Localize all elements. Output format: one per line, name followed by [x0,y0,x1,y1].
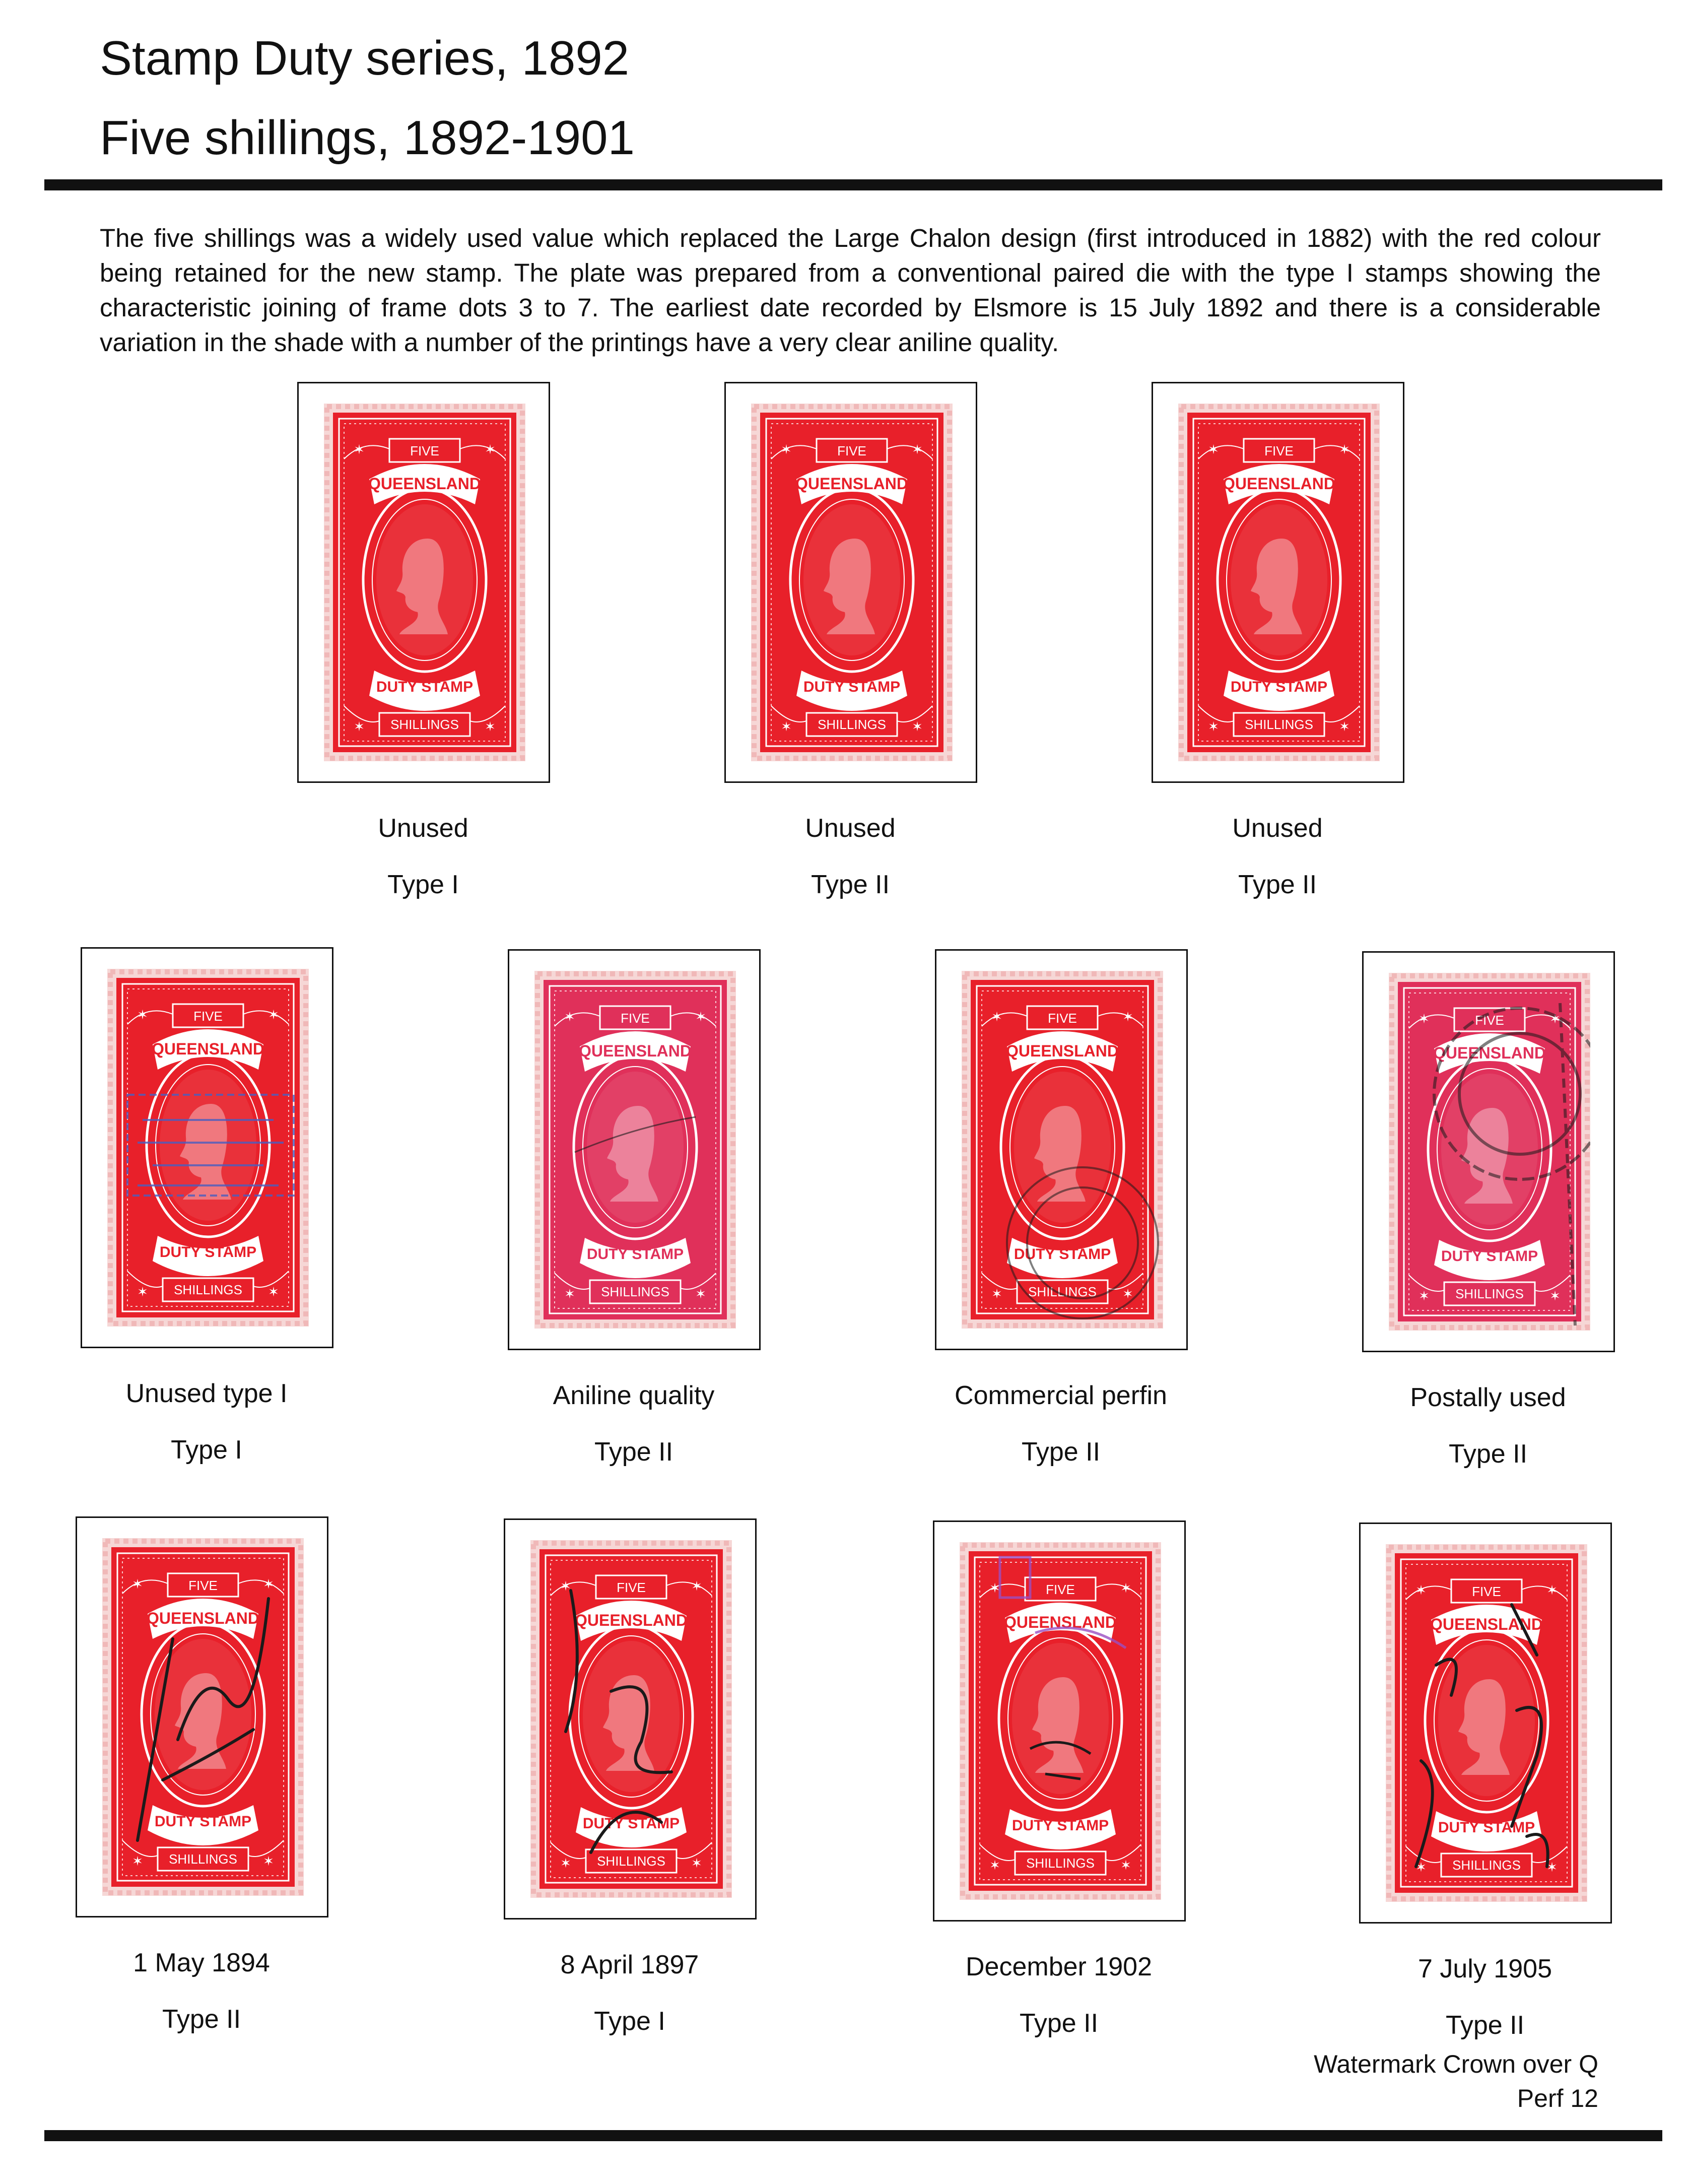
stamp-type: Type II [1448,1439,1528,1469]
stamp-image [530,1540,732,1898]
stamp-type: Type I [387,870,459,899]
stamp-caption: Unused [378,814,468,843]
stamp-image [960,1542,1161,1900]
stamp-type: Type II [162,2005,241,2034]
stamp-caption: December 1902 [966,1952,1152,1981]
stamp-frame [504,1518,757,1920]
stamp-denomination: SHILLINGS [1452,1858,1521,1873]
stamp-image [324,404,525,761]
stamp-denomination: SHILLINGS [818,717,886,732]
stamp-band-text: DUTY STAMP [1230,679,1328,695]
stamp-country-name: QUEENSLAND [368,475,482,493]
stamp-caption: Unused [1232,814,1323,843]
stamp-value-word: FIVE [621,1011,650,1026]
page-subtitle: Five shillings, 1892-1901 [100,111,635,165]
stamp-image [102,1538,304,1896]
stamp-frame [76,1516,328,1917]
stamp-type: Type II [811,870,890,899]
stamp-caption: Postally used [1410,1383,1566,1412]
stamp-denomination: SHILLINGS [1455,1286,1524,1301]
stamp-value-word: FIVE [617,1580,646,1595]
stamp-band-text: DUTY STAMP [1441,1248,1538,1265]
stamp-denomination: SHILLINGS [601,1284,669,1299]
stamp-caption: Commercial perfin [955,1381,1167,1410]
stamp-country-name: QUEENSLAND [578,1042,692,1060]
stamp-band-text: DUTY STAMP [582,1815,680,1832]
stamp-frame [1359,1523,1612,1924]
stamp-country-name: QUEENSLAND [1222,475,1336,493]
stamp-denomination: SHILLINGS [390,717,459,732]
stamp-country-name: QUEENSLAND [795,475,909,493]
stamp-frame [297,382,550,783]
stamp-value-word: FIVE [1472,1584,1501,1599]
stamp-band-text: DUTY STAMP [1014,1246,1111,1263]
stamp-country-name: QUEENSLAND [146,1609,260,1627]
intro-paragraph: The five shillings was a widely used value which replaced the Large Chalon design (first introduced in 1882) with the red colour being retained for the new stamp. The plate was prepared from a conventional paired die with the type I stamps showing the characteristic joining of frame dots 3 to 7. The earliest date recorded by Elsmore is 15 July 1892 and there is a considerable variation in the shade with a number of the printings have a very clear aniline quality. [100,224,1601,357]
stamp-image [962,971,1163,1329]
stamp-value-word: FIVE [410,443,439,458]
stamp-denomination: SHILLINGS [1026,1856,1095,1871]
stamp-type: Type I [171,1435,242,1465]
stamp-frame [724,382,977,783]
stamp-type: Type II [1445,2011,1525,2040]
page-title: Stamp Duty series, 1892 [100,31,630,85]
stamp-denomination: SHILLINGS [597,1854,665,1869]
stamp-image [1389,973,1590,1331]
stamp-country-name: QUEENSLAND [1003,1613,1117,1631]
stamp-country-name: QUEENSLAND [1433,1044,1546,1062]
stamp-country-name: QUEENSLAND [1005,1042,1119,1060]
stamp-denomination: SHILLINGS [174,1282,242,1297]
stamp-band-text: DUTY STAMP [803,679,901,695]
stamp-frame [1362,951,1615,1352]
stamp-denomination: SHILLINGS [1028,1284,1097,1299]
stamp-band-text: DUTY STAMP [154,1813,252,1830]
stamp-frame [933,1520,1186,1922]
stamp-value-word: FIVE [837,443,866,458]
stamp-band-text: DUTY STAMP [586,1246,684,1263]
stamp-value-word: FIVE [1048,1011,1077,1026]
stamp-type: Type II [594,1437,673,1467]
stamp-image [107,969,309,1327]
bottom-divider [44,2130,1662,2141]
stamp-band-text: DUTY STAMP [376,679,474,695]
stamp-image [1178,404,1380,761]
stamp-band-text: DUTY STAMP [1011,1817,1109,1834]
stamp-type: Type I [594,2007,665,2036]
stamp-image [751,404,953,761]
stamp-value-word: FIVE [193,1009,223,1024]
stamp-denomination: SHILLINGS [1245,717,1313,732]
stamp-denomination: SHILLINGS [169,1851,237,1867]
stamp-caption: 7 July 1905 [1418,1954,1552,1983]
stamp-frame [508,949,761,1350]
stamp-value-word: FIVE [188,1578,218,1593]
stamp-value-word: FIVE [1264,443,1294,458]
watermark-note: Watermark Crown over Q [1314,2050,1598,2078]
stamp-type: Type II [1019,2009,1099,2038]
stamp-type: Type II [1238,870,1317,899]
stamp-frame [935,949,1188,1350]
stamp-caption: 1 May 1894 [133,1948,270,1977]
stamp-country-name: QUEENSLAND [151,1040,265,1058]
stamp-image [1386,1544,1587,1902]
stamp-caption: Unused [805,814,896,843]
stamp-type: Type II [1021,1437,1101,1467]
stamp-value-word: FIVE [1475,1013,1504,1028]
stamp-frame [81,947,333,1348]
stamp-caption: Aniline quality [553,1381,715,1410]
stamp-caption: Unused type I [125,1379,288,1408]
stamp-frame [1152,382,1404,783]
perforation-note: Perf 12 [1517,2084,1598,2112]
stamp-band-text: DUTY STAMP [1438,1819,1535,1836]
stamp-value-word: FIVE [1046,1582,1075,1597]
stamp-country-name: QUEENSLAND [574,1611,688,1629]
top-divider [44,179,1662,190]
stamp-country-name: QUEENSLAND [1430,1615,1543,1633]
stamp-image [534,971,736,1329]
stamp-caption: 8 April 1897 [560,1950,699,1979]
stamp-band-text: DUTY STAMP [159,1244,257,1261]
